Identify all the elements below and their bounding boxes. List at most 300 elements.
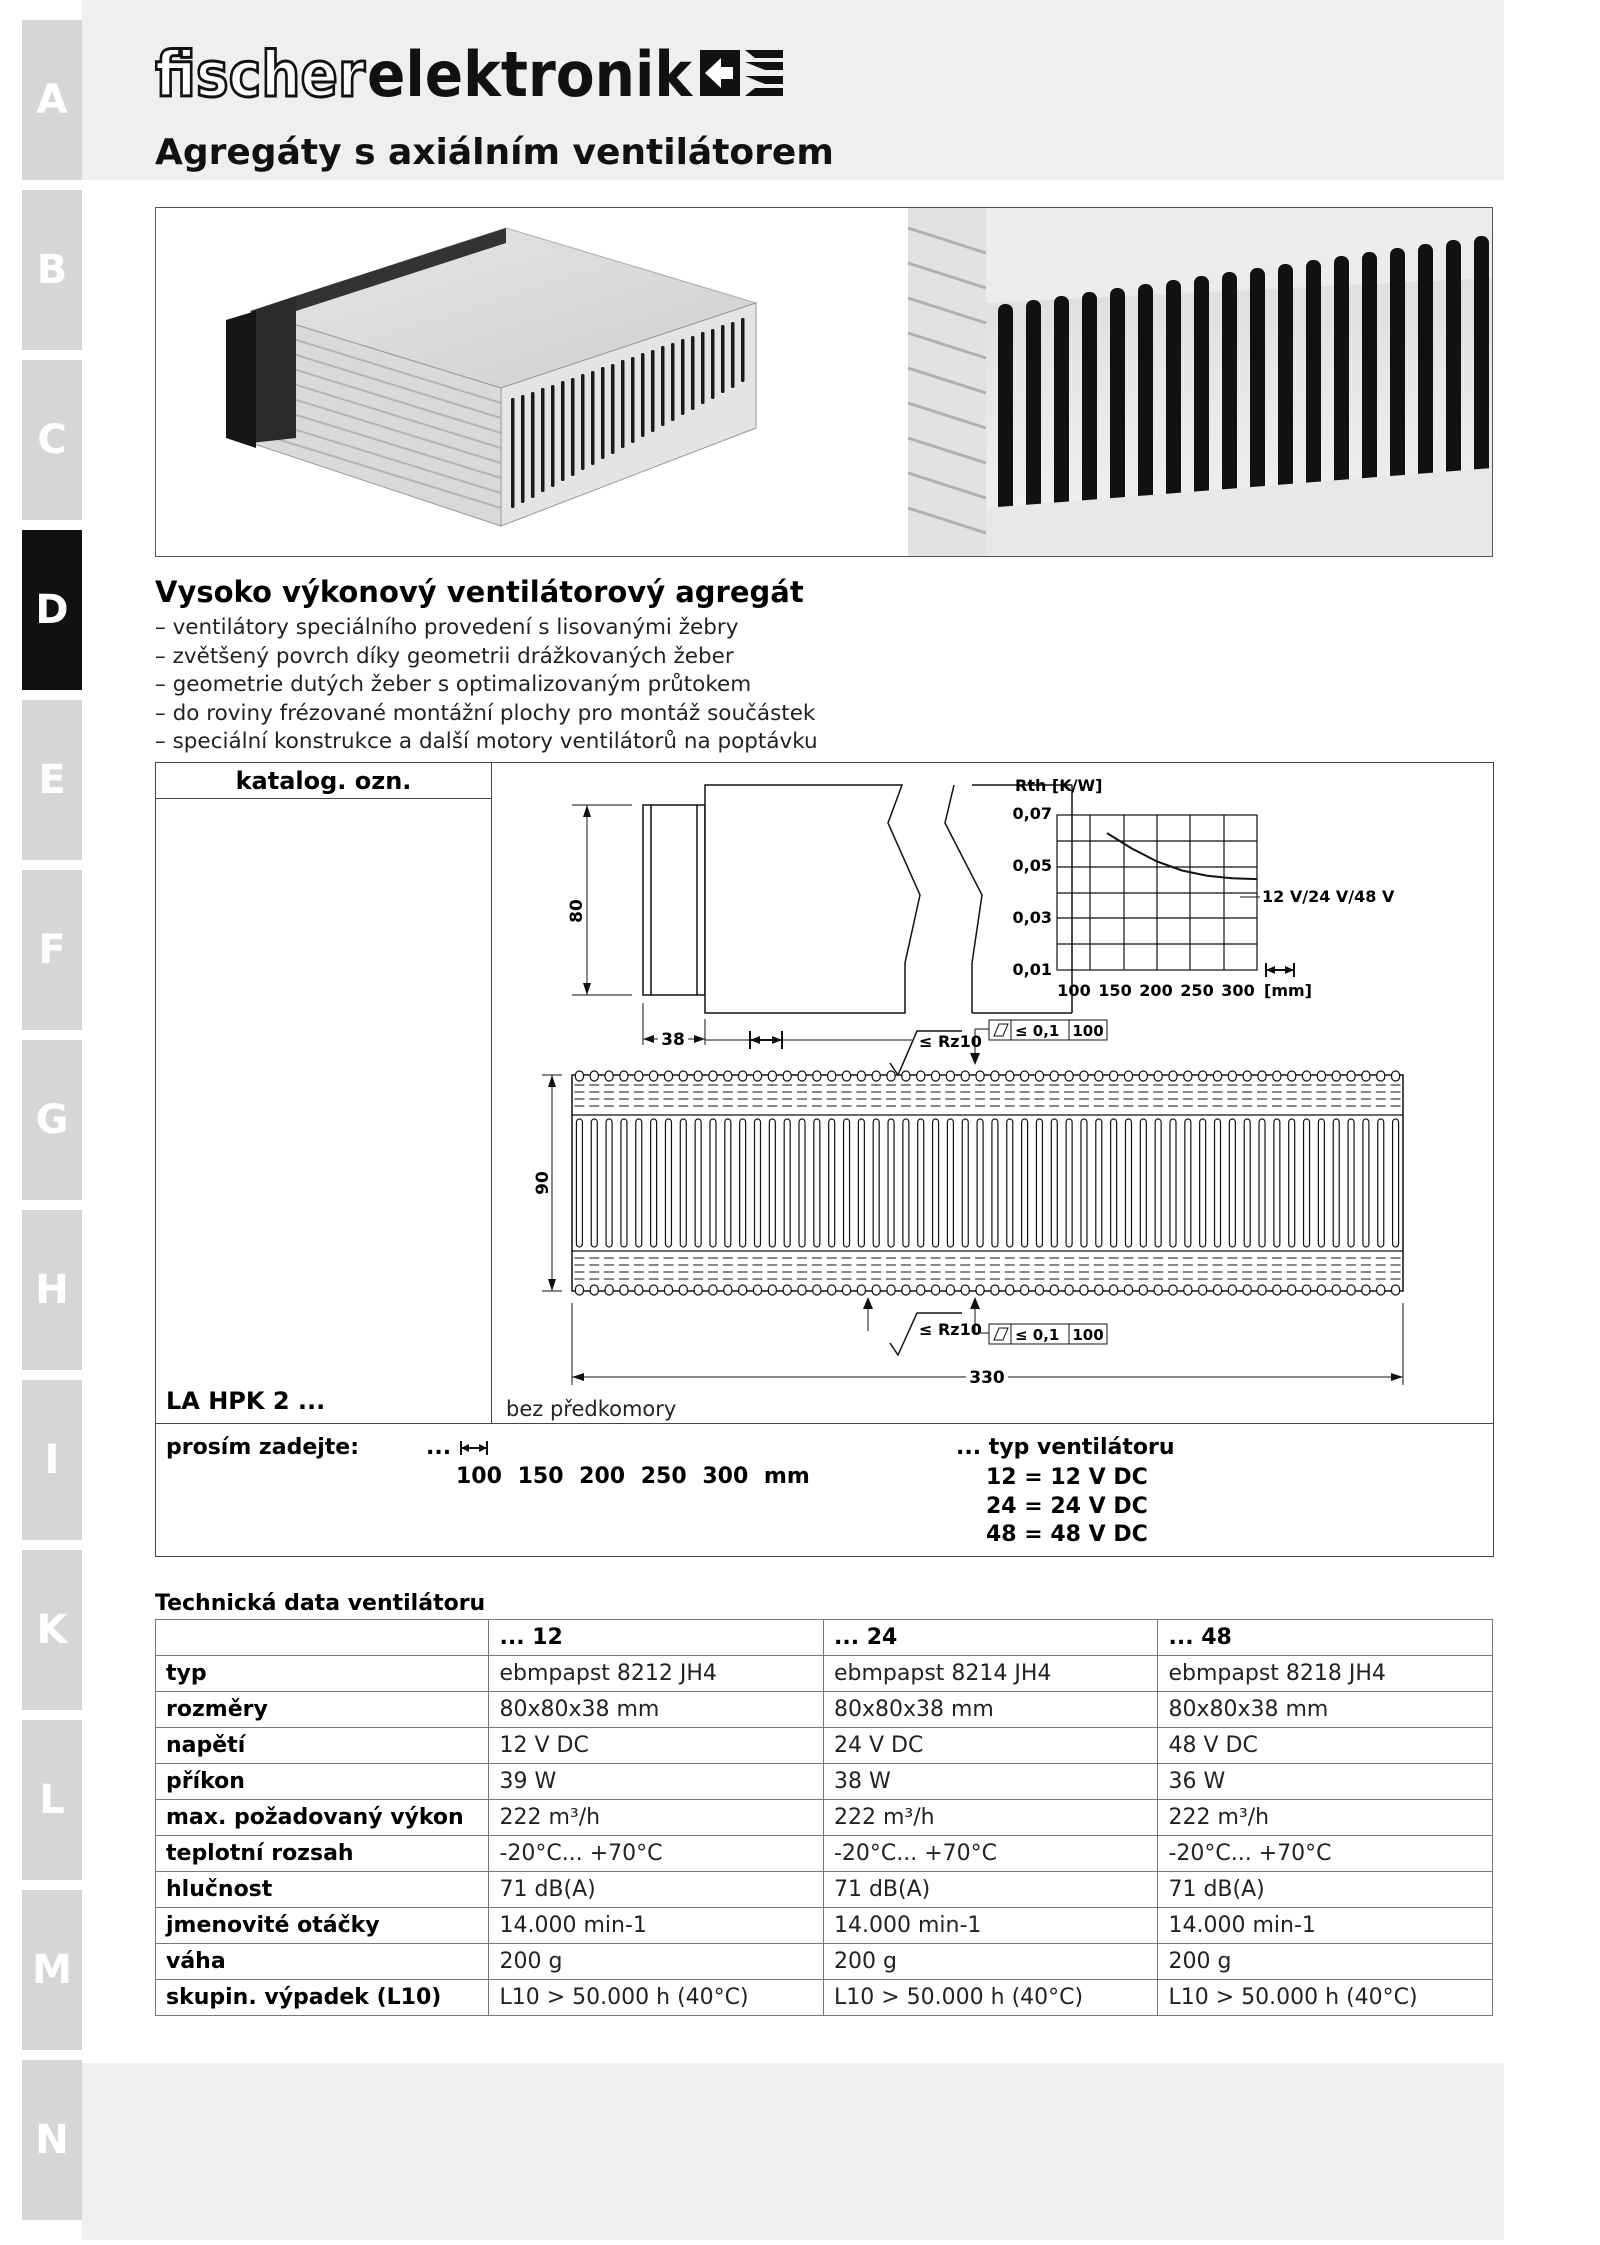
fin-tip — [1110, 1071, 1118, 1081]
fin-channel — [651, 1119, 657, 1247]
feature-item: – ventilátory speciálního provedení s lisovanými žebry — [155, 615, 739, 640]
rth-y-tick: 0,01 — [1012, 960, 1052, 979]
table-cell: L10 > 50.000 h (40°C) — [823, 1980, 1158, 2016]
fin-channel — [1036, 1119, 1042, 1247]
fin-channel — [784, 1119, 790, 1247]
fin-channel — [1096, 1119, 1102, 1247]
fin-tip — [961, 1071, 969, 1081]
table-cell: -20°C... +70°C — [1158, 1836, 1493, 1872]
table-cell: 80x80x38 mm — [1158, 1692, 1493, 1728]
table-cell: 12 V DC — [489, 1728, 824, 1764]
fin-tip — [768, 1071, 776, 1081]
index-tab-n[interactable]: N — [22, 2060, 82, 2220]
roughness-label-top: ≤ Rz10 — [919, 1032, 982, 1051]
flatness-length-bottom: 100 — [1072, 1326, 1104, 1344]
fin-channel — [844, 1119, 850, 1247]
table-cell: 80x80x38 mm — [489, 1692, 824, 1728]
rth-y-label: Rth [K/W] — [1015, 776, 1103, 795]
rth-series-label: 12 V/24 V/48 V — [1262, 887, 1395, 906]
fin-tip — [1169, 1285, 1177, 1295]
fin-tip — [1124, 1071, 1132, 1081]
fin-tip — [902, 1071, 910, 1081]
fin-channel — [1022, 1119, 1028, 1247]
row-label: rozměry — [156, 1692, 489, 1728]
fin-tip — [1332, 1071, 1340, 1081]
fin-channel — [1215, 1119, 1221, 1247]
flatness-length-top: 100 — [1072, 1022, 1104, 1040]
rth-y-tick: 0,03 — [1012, 908, 1052, 927]
fin-tip — [1080, 1071, 1088, 1081]
index-tab-f[interactable]: F — [22, 870, 82, 1030]
table-header-cell: ... 24 — [823, 1620, 1158, 1656]
index-tab-h[interactable]: H — [22, 1210, 82, 1370]
fin-tip — [1347, 1071, 1355, 1081]
fin-channel — [829, 1119, 835, 1247]
fin-tip — [1347, 1285, 1355, 1295]
fin-tip — [1095, 1071, 1103, 1081]
fin-channel — [680, 1119, 686, 1247]
fin-tip — [1006, 1071, 1014, 1081]
fin-tip — [1243, 1071, 1251, 1081]
product-photos — [155, 207, 1493, 557]
row-label: hlučnost — [156, 1872, 489, 1908]
fin-channel — [888, 1119, 894, 1247]
fin-tip — [946, 1285, 954, 1295]
fin-tip — [1332, 1285, 1340, 1295]
fin-channel — [740, 1119, 746, 1247]
fan-type-header: ... typ ventilátoru — [956, 1435, 1175, 1460]
fin-tip — [709, 1285, 717, 1295]
table-cell: 71 dB(A) — [823, 1872, 1158, 1908]
feature-item: – geometrie dutých žeber s optimalizovaným průtokem — [155, 672, 752, 697]
fin-tip — [590, 1285, 598, 1295]
fin-channel — [1200, 1119, 1206, 1247]
fin-channel — [621, 1119, 627, 1247]
index-tab-l[interactable]: L — [22, 1720, 82, 1880]
fin-tip — [1154, 1285, 1162, 1295]
fin-tip — [664, 1285, 672, 1295]
flatness-label-top: ≤ 0,1 — [1015, 1022, 1060, 1040]
fin-tip — [932, 1071, 940, 1081]
table-cell: 24 V DC — [823, 1728, 1158, 1764]
fin-tip — [1288, 1285, 1296, 1295]
fin-tip — [1214, 1285, 1222, 1295]
length-arrow-icon — [459, 1439, 489, 1457]
table-cell: 39 W — [489, 1764, 824, 1800]
rth-x-unit: [mm] — [1264, 981, 1312, 1000]
fin-tip — [902, 1285, 910, 1295]
fin-tip — [1035, 1285, 1043, 1295]
fin-tip — [679, 1071, 687, 1081]
fin-channel — [962, 1119, 968, 1247]
row-label: napětí — [156, 1728, 489, 1764]
rth-x-tick: 250 — [1180, 981, 1214, 1000]
table-cell: ebmpapst 8212 JH4 — [489, 1656, 824, 1692]
fin-tip — [605, 1071, 613, 1081]
fin-channel — [1081, 1119, 1087, 1247]
table-cell: -20°C... +70°C — [489, 1836, 824, 1872]
fin-profile-section — [572, 1071, 1403, 1295]
table-cell: -20°C... +70°C — [823, 1836, 1158, 1872]
fin-tip — [1303, 1285, 1311, 1295]
fin-tip — [1199, 1285, 1207, 1295]
table-row — [156, 1836, 1493, 1872]
fin-tip — [917, 1285, 925, 1295]
table-row — [156, 1764, 1493, 1800]
index-tab-c[interactable]: C — [22, 360, 82, 520]
fin-tip — [650, 1071, 658, 1081]
fin-channel — [1348, 1119, 1354, 1247]
fin-tip — [1303, 1071, 1311, 1081]
product-photo-illustration — [156, 208, 1492, 556]
fin-tip — [1317, 1285, 1325, 1295]
fin-channel — [1259, 1119, 1265, 1247]
fin-tip — [768, 1285, 776, 1295]
fin-channel — [710, 1119, 716, 1247]
index-tab-a[interactable]: A — [22, 20, 82, 180]
index-tab-b[interactable]: B — [22, 190, 82, 350]
table-cell: 36 W — [1158, 1764, 1493, 1800]
fin-tip — [1139, 1285, 1147, 1295]
fin-tip — [1184, 1285, 1192, 1295]
fin-tip — [694, 1071, 702, 1081]
fin-tip — [1362, 1071, 1370, 1081]
fin-channel — [591, 1119, 597, 1247]
table-cell: 14.000 min-1 — [823, 1908, 1158, 1944]
fin-tip — [1377, 1285, 1385, 1295]
fin-tip — [635, 1285, 643, 1295]
fin-tip — [724, 1071, 732, 1081]
roughness-label-bottom: ≤ Rz10 — [919, 1320, 982, 1339]
fin-tip — [1169, 1071, 1177, 1081]
brand-logo — [155, 36, 785, 108]
fin-channel — [1289, 1119, 1295, 1247]
drawing-box — [155, 762, 1494, 1557]
catalog-description: bez předkomory — [506, 1397, 677, 1421]
fin-tip — [917, 1071, 925, 1081]
fin-tip — [813, 1285, 821, 1295]
fin-channel — [1318, 1119, 1324, 1247]
fin-tip — [1258, 1285, 1266, 1295]
dim-width-label: 330 — [969, 1368, 1005, 1388]
table-cell: 48 V DC — [1158, 1728, 1493, 1764]
table-header-cell — [156, 1620, 489, 1656]
fin-channel — [903, 1119, 909, 1247]
fin-tip — [1021, 1071, 1029, 1081]
table-header-row — [156, 1620, 1493, 1656]
page-title: Agregáty s axiálním ventilátorem — [155, 132, 834, 173]
row-label: váha — [156, 1944, 489, 1980]
table-row — [156, 1944, 1493, 1980]
heatsink-photo — [226, 228, 756, 526]
table-row — [156, 1656, 1493, 1692]
fin-channel — [858, 1119, 864, 1247]
table-cell: ebmpapst 8218 JH4 — [1158, 1656, 1493, 1692]
fin-channel — [1363, 1119, 1369, 1247]
fin-tip — [976, 1071, 984, 1081]
catalog-code: LA HPK 2 ... — [166, 1387, 326, 1415]
fin-tip — [1377, 1071, 1385, 1081]
fin-tip — [991, 1285, 999, 1295]
fin-tip — [605, 1285, 613, 1295]
fin-tip — [1050, 1071, 1058, 1081]
table-cell: 14.000 min-1 — [1158, 1908, 1493, 1944]
fin-tip — [887, 1071, 895, 1081]
fin-tip — [961, 1285, 969, 1295]
fin-tip — [753, 1285, 761, 1295]
fin-tip — [1035, 1071, 1043, 1081]
fin-tip — [843, 1285, 851, 1295]
fin-channel — [1051, 1119, 1057, 1247]
footer-band — [82, 2063, 1504, 2240]
divider — [156, 1423, 1493, 1424]
fan-type-option: 24 = 24 V DC — [986, 1493, 1148, 1519]
heatsink-closeup-photo — [908, 208, 1492, 556]
fin-tip — [1362, 1285, 1370, 1295]
fin-channel — [754, 1119, 760, 1247]
rth-x-tick: 150 — [1098, 981, 1132, 1000]
fin-tip — [1273, 1285, 1281, 1295]
tech-data-title: Technická data ventilátoru — [155, 1591, 486, 1616]
fin-tip — [1080, 1285, 1088, 1295]
table-cell: 222 m³/h — [489, 1800, 824, 1836]
fin-tip — [872, 1071, 880, 1081]
fin-tip — [1184, 1071, 1192, 1081]
fin-tip — [709, 1071, 717, 1081]
dim-profile-height — [533, 1075, 562, 1291]
fin-tip — [1317, 1071, 1325, 1081]
table-row — [156, 1800, 1493, 1836]
fin-channel — [933, 1119, 939, 1247]
fin-channel — [1125, 1119, 1131, 1247]
dim-fan-depth-label: 38 — [661, 1030, 685, 1050]
fin-channel — [1140, 1119, 1146, 1247]
dim-profile-height-label: 90 — [533, 1171, 553, 1195]
rth-grid — [1057, 815, 1257, 970]
rth-series-line — [1107, 833, 1257, 879]
table-row — [156, 1980, 1493, 2016]
fin-tip — [739, 1071, 747, 1081]
fin-tip — [650, 1285, 658, 1295]
table-cell: 200 g — [489, 1944, 824, 1980]
fin-tip — [1139, 1071, 1147, 1081]
fin-tip — [1021, 1285, 1029, 1295]
fin-tip — [1392, 1071, 1400, 1081]
fin-tip — [679, 1285, 687, 1295]
index-tab-d[interactable]: D — [22, 530, 82, 690]
table-cell: 222 m³/h — [1158, 1800, 1493, 1836]
fan-type-option: 48 = 48 V DC — [986, 1522, 1148, 1547]
row-label: teplotní rozsah — [156, 1836, 489, 1872]
fin-tip — [798, 1285, 806, 1295]
fin-channel — [1244, 1119, 1250, 1247]
fin-channel — [947, 1119, 953, 1247]
row-label: max. požadovaný výkon — [156, 1800, 489, 1836]
rth-y-tick: 0,05 — [1012, 856, 1052, 875]
feature-item: – speciální konstrukce a další motory ventilátorů na poptávku — [155, 729, 818, 754]
table-cell: 71 dB(A) — [1158, 1872, 1493, 1908]
divider — [156, 798, 491, 799]
fin-tip — [932, 1285, 940, 1295]
fin-tip — [783, 1071, 791, 1081]
fin-tip — [1228, 1285, 1236, 1295]
fin-tip — [1110, 1285, 1118, 1295]
fin-tip — [575, 1285, 583, 1295]
index-tab-e[interactable]: E — [22, 700, 82, 860]
fin-tip — [857, 1071, 865, 1081]
table-row — [156, 1908, 1493, 1944]
fin-tip — [813, 1071, 821, 1081]
fin-tip — [1228, 1071, 1236, 1081]
fin-channel — [1155, 1119, 1161, 1247]
fin-channel — [814, 1119, 820, 1247]
fin-tip — [1124, 1285, 1132, 1295]
fin-tip — [828, 1071, 836, 1081]
fin-channel — [725, 1119, 731, 1247]
table-cell: ebmpapst 8214 JH4 — [823, 1656, 1158, 1692]
feature-item: – do roviny frézované montážní plochy pro montáž součástek — [155, 700, 816, 726]
table-header-cell: ... 48 — [1158, 1620, 1493, 1656]
fin-tip — [887, 1285, 895, 1295]
features-title: Vysoko výkonový ventilátorový agregát — [155, 575, 804, 609]
fin-tip — [1243, 1285, 1251, 1295]
fan-type-options — [986, 1464, 1148, 1550]
fin-channel — [1274, 1119, 1280, 1247]
table-cell: 71 dB(A) — [489, 1872, 824, 1908]
fin-tip — [620, 1285, 628, 1295]
rth-y-tick: 0,07 — [1012, 804, 1052, 823]
fin-channel — [873, 1119, 879, 1247]
fin-tip — [798, 1071, 806, 1081]
fin-tip — [946, 1071, 954, 1081]
catalog-header: katalog. ozn. — [235, 766, 412, 795]
fin-channel — [799, 1119, 805, 1247]
fin-channel — [1229, 1119, 1235, 1247]
fin-tip — [724, 1285, 732, 1295]
table-row — [156, 1728, 1493, 1764]
row-label: typ — [156, 1656, 489, 1692]
fin-tip — [590, 1071, 598, 1081]
fin-tip — [620, 1071, 628, 1081]
side-view — [643, 785, 1072, 1013]
fin-channel — [695, 1119, 701, 1247]
fin-channel — [769, 1119, 775, 1247]
table-header-cell: ... 12 — [489, 1620, 824, 1656]
fin-channel — [918, 1119, 924, 1247]
rth-chart — [1013, 776, 1395, 1000]
fin-tip — [872, 1285, 880, 1295]
fin-channel — [576, 1119, 582, 1247]
flatness-label-bottom: ≤ 0,1 — [1015, 1326, 1060, 1344]
fin-channel — [636, 1119, 642, 1247]
fin-tip — [1392, 1285, 1400, 1295]
index-tab-g[interactable]: G — [22, 1040, 82, 1200]
features-list — [155, 614, 818, 757]
length-values: 100 150 200 250 300 mm — [456, 1464, 810, 1489]
svg-text:elektronik: elektronik — [367, 38, 694, 108]
fin-tip — [635, 1071, 643, 1081]
fin-channel — [606, 1119, 612, 1247]
fin-tip — [857, 1285, 865, 1295]
table-cell: L10 > 50.000 h (40°C) — [1158, 1980, 1493, 2016]
table-cell: 38 W — [823, 1764, 1158, 1800]
rth-x-tick: 300 — [1221, 981, 1255, 1000]
fin-channel — [992, 1119, 998, 1247]
table-cell: 200 g — [1158, 1944, 1493, 1980]
row-label: skupin. výpadek (L10) — [156, 1980, 489, 2016]
fin-tip — [1288, 1071, 1296, 1081]
fin-tip — [1154, 1071, 1162, 1081]
fin-tip — [1050, 1285, 1058, 1295]
fin-tip — [1095, 1285, 1103, 1295]
index-tab-k[interactable]: K — [22, 1550, 82, 1710]
table-cell: 200 g — [823, 1944, 1158, 1980]
fin-tip — [991, 1071, 999, 1081]
length-prefix — [426, 1435, 489, 1460]
fin-tip — [1006, 1285, 1014, 1295]
index-tab-m[interactable]: M — [22, 1890, 82, 2050]
fin-channel — [1304, 1119, 1310, 1247]
fin-channel — [1393, 1119, 1399, 1247]
tech-data-table — [155, 1619, 1493, 2016]
length-arrow-icon — [1266, 963, 1294, 977]
fin-tip — [753, 1071, 761, 1081]
fin-tip — [1199, 1071, 1207, 1081]
fin-tip — [976, 1285, 984, 1295]
bottom-surface-marks — [863, 1297, 1107, 1355]
fin-channel — [1185, 1119, 1191, 1247]
table-cell: 222 m³/h — [823, 1800, 1158, 1836]
fin-tip — [1065, 1071, 1073, 1081]
table-cell: 80x80x38 mm — [823, 1692, 1158, 1728]
fin-channel — [1007, 1119, 1013, 1247]
fin-tip — [843, 1071, 851, 1081]
dim-width — [572, 1303, 1403, 1388]
index-tab-i[interactable]: I — [22, 1380, 82, 1540]
fin-tip — [1273, 1071, 1281, 1081]
table-cell: L10 > 50.000 h (40°C) — [489, 1980, 824, 2016]
fan-type-option: 12 = 12 V DC — [986, 1465, 1148, 1490]
fin-tip — [1214, 1071, 1222, 1081]
dim-fan-height-label: 80 — [567, 899, 587, 923]
fin-tip — [1065, 1285, 1073, 1295]
fin-tip — [828, 1285, 836, 1295]
fin-channel — [1333, 1119, 1339, 1247]
fin-channel — [1111, 1119, 1117, 1247]
fin-channel — [977, 1119, 983, 1247]
row-label: jmenovité otáčky — [156, 1908, 489, 1944]
svg-text:fischer: fischer — [155, 38, 366, 108]
table-cell: 14.000 min-1 — [489, 1908, 824, 1944]
fin-tip — [739, 1285, 747, 1295]
table-row — [156, 1872, 1493, 1908]
fin-tip — [575, 1071, 583, 1081]
ordering-label: prosím zadejte: — [166, 1435, 360, 1460]
fin-channel — [1066, 1119, 1072, 1247]
rth-x-tick: 200 — [1139, 981, 1173, 1000]
fin-channel — [665, 1119, 671, 1247]
table-row — [156, 1692, 1493, 1728]
technical-drawing — [492, 763, 1492, 1423]
fin-tip — [1258, 1071, 1266, 1081]
length-prefix-text: ... — [426, 1435, 452, 1460]
top-surface-marks — [890, 1020, 1107, 1075]
fin-channel — [1170, 1119, 1176, 1247]
rth-x-tick: 100 — [1057, 981, 1091, 1000]
fin-channel — [1378, 1119, 1384, 1247]
fin-tip — [664, 1071, 672, 1081]
fin-tip — [694, 1285, 702, 1295]
